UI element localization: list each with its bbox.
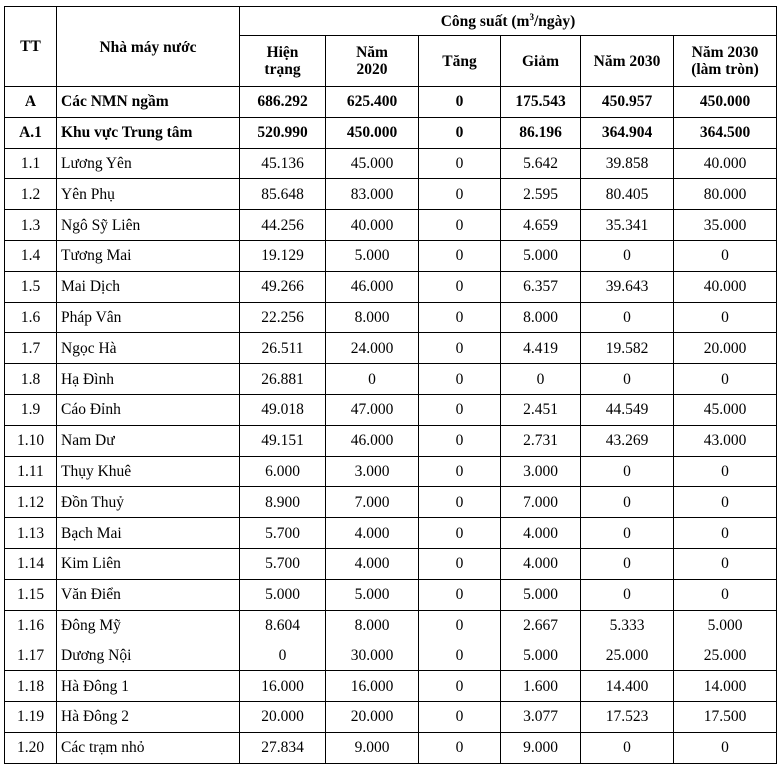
cell-2020: 3.000 [326, 456, 419, 487]
header-increase: Tăng [419, 36, 501, 87]
cell-2030: 39.643 [581, 271, 674, 302]
cell-current: 8.604 [240, 610, 326, 640]
cell-increase: 0 [419, 701, 501, 732]
cell-decrease: 3.077 [501, 701, 581, 732]
cell-increase: 0 [419, 117, 501, 148]
cell-2030-rounded: 0 [674, 518, 777, 549]
cell-increase: 0 [419, 456, 501, 487]
cell-2030-rounded: 43.000 [674, 425, 777, 456]
cell-2030: 0 [581, 579, 674, 610]
cell-2020: 0 [326, 364, 419, 395]
cell-current: 5.700 [240, 548, 326, 579]
table-row [5, 179, 777, 210]
cell-name: Mai Dịch [57, 271, 240, 302]
cell-increase: 0 [419, 425, 501, 456]
table-row [5, 364, 777, 395]
cell-decrease: 6.357 [501, 271, 581, 302]
cell-2030-rounded: 0 [674, 548, 777, 579]
cell-decrease: 5.642 [501, 148, 581, 179]
cell-current: 0 [240, 640, 326, 670]
cell-name: Thụy Khuê [57, 456, 240, 487]
header-decrease: Giảm [501, 36, 581, 87]
cell-name: Tương Mai [57, 240, 240, 271]
cell-tt: 1.15 [5, 579, 57, 610]
table-row [5, 394, 777, 425]
table-row [5, 240, 777, 271]
cell-2020: 8.000 [326, 302, 419, 333]
cell-decrease: 0 [501, 364, 581, 395]
table-row [5, 302, 777, 333]
cell-increase: 0 [419, 394, 501, 425]
table-row [5, 456, 777, 487]
capacity-table [4, 6, 777, 764]
cell-2020: 5.000 [326, 579, 419, 610]
cell-increase: 0 [419, 333, 501, 364]
cell-name: Hà Đông 2 [57, 701, 240, 732]
cell-2030: 0 [581, 456, 674, 487]
cell-decrease: 8.000 [501, 302, 581, 333]
cell-2020: 40.000 [326, 210, 419, 241]
cell-2020: 5.000 [326, 240, 419, 271]
cell-2020: 4.000 [326, 518, 419, 549]
cell-2030-rounded: 0 [674, 732, 777, 763]
table-body [5, 87, 777, 764]
table-row [5, 487, 777, 518]
header-current: Hiện trạng [240, 36, 326, 87]
cell-2030: 25.000 [581, 640, 674, 670]
cell-name: Văn Điển [57, 579, 240, 610]
cell-current: 5.700 [240, 518, 326, 549]
cell-2030-rounded: 450.000 [674, 87, 777, 118]
cell-increase: 0 [419, 87, 501, 118]
cell-decrease: 5.000 [501, 240, 581, 271]
cell-2030: 0 [581, 364, 674, 395]
cell-name: Ngọc Hà [57, 333, 240, 364]
cell-decrease: 9.000 [501, 732, 581, 763]
cell-increase: 0 [419, 671, 501, 702]
header-tt: TT [5, 7, 57, 87]
cell-2030-rounded: 0 [674, 364, 777, 395]
cell-decrease: 4.659 [501, 210, 581, 241]
cell-tt: 1.8 [5, 364, 57, 395]
cell-decrease: 1.600 [501, 671, 581, 702]
table-row [5, 579, 777, 610]
cell-decrease: 5.000 [501, 579, 581, 610]
table-row [5, 548, 777, 579]
table-row [5, 640, 777, 670]
cell-2030: 364.904 [581, 117, 674, 148]
cell-2030: 0 [581, 548, 674, 579]
cell-2030: 43.269 [581, 425, 674, 456]
table-row [5, 518, 777, 549]
cell-increase: 0 [419, 579, 501, 610]
cell-increase: 0 [419, 487, 501, 518]
cell-2030: 14.400 [581, 671, 674, 702]
cell-tt: 1.6 [5, 302, 57, 333]
cell-name: Bạch Mai [57, 518, 240, 549]
cell-tt: 1.18 [5, 671, 57, 702]
table-row [5, 148, 777, 179]
cell-current: 26.511 [240, 333, 326, 364]
table-row [5, 117, 777, 148]
cell-tt: 1.19 [5, 701, 57, 732]
cell-increase: 0 [419, 610, 501, 640]
cell-2030-rounded: 17.500 [674, 701, 777, 732]
cell-increase: 0 [419, 732, 501, 763]
cell-current: 27.834 [240, 732, 326, 763]
cell-2020: 83.000 [326, 179, 419, 210]
cell-2030: 35.341 [581, 210, 674, 241]
table-row [5, 87, 777, 118]
cell-tt: 1.16 [5, 610, 57, 640]
cell-name: Kim Liên [57, 548, 240, 579]
cell-tt: 1.2 [5, 179, 57, 210]
header-capacity: Công suất $(m^3/ngày)$ [240, 7, 777, 36]
cell-increase: 0 [419, 148, 501, 179]
cell-current: 49.151 [240, 425, 326, 456]
cell-2030: 39.858 [581, 148, 674, 179]
cell-current: 8.900 [240, 487, 326, 518]
cell-increase: 0 [419, 179, 501, 210]
cell-current: 44.256 [240, 210, 326, 241]
cell-2020: 450.000 [326, 117, 419, 148]
cell-current: 45.136 [240, 148, 326, 179]
cell-name: Hà Đông 1 [57, 671, 240, 702]
cell-2020: 625.400 [326, 87, 419, 118]
header-2030-rounded: Năm 2030 (làm tròn) [674, 36, 777, 87]
cell-2020: 24.000 [326, 333, 419, 364]
cell-2030: 0 [581, 518, 674, 549]
cell-name: Lương Yên [57, 148, 240, 179]
cell-current: 49.266 [240, 271, 326, 302]
cell-tt: 1.20 [5, 732, 57, 763]
cell-decrease: 2.667 [501, 610, 581, 640]
cell-2030-rounded: 45.000 [674, 394, 777, 425]
cell-name: Các NMN ngầm [57, 87, 240, 118]
cell-tt: A.1 [5, 117, 57, 148]
cell-current: 6.000 [240, 456, 326, 487]
cell-tt: 1.14 [5, 548, 57, 579]
cell-current: 26.881 [240, 364, 326, 395]
cell-2030-rounded: 0 [674, 240, 777, 271]
cell-2020: 46.000 [326, 271, 419, 302]
cell-2030-rounded: 40.000 [674, 271, 777, 302]
cell-current: 19.129 [240, 240, 326, 271]
table-row [5, 425, 777, 456]
cell-decrease: 7.000 [501, 487, 581, 518]
cell-2030-rounded: 364.500 [674, 117, 777, 148]
cell-current: 20.000 [240, 701, 326, 732]
table-row [5, 671, 777, 702]
header-plant: Nhà máy nước [57, 7, 240, 87]
cell-name: Ngô Sỹ Liên [57, 210, 240, 241]
cell-tt: 1.13 [5, 518, 57, 549]
cell-current: 85.648 [240, 179, 326, 210]
cell-2030: 0 [581, 487, 674, 518]
cell-name: Dương Nội [57, 640, 240, 670]
table-row [5, 271, 777, 302]
cell-increase: 0 [419, 518, 501, 549]
cell-2030: 44.549 [581, 394, 674, 425]
table-header [5, 7, 777, 87]
cell-name: Nam Dư [57, 425, 240, 456]
cell-decrease: 86.196 [501, 117, 581, 148]
cell-2030: 17.523 [581, 701, 674, 732]
cell-2020: 16.000 [326, 671, 419, 702]
cell-tt: 1.4 [5, 240, 57, 271]
table-row [5, 333, 777, 364]
cell-2030: 80.405 [581, 179, 674, 210]
cell-2020: 30.000 [326, 640, 419, 670]
cell-2030: 19.582 [581, 333, 674, 364]
cell-2020: 45.000 [326, 148, 419, 179]
cell-current: 49.018 [240, 394, 326, 425]
cell-tt: 1.12 [5, 487, 57, 518]
cell-decrease: 4.000 [501, 548, 581, 579]
cell-increase: 0 [419, 240, 501, 271]
cell-increase: 0 [419, 364, 501, 395]
cell-2030-rounded: 80.000 [674, 179, 777, 210]
cell-decrease: 3.000 [501, 456, 581, 487]
cell-2030-rounded: 20.000 [674, 333, 777, 364]
cell-tt: 1.7 [5, 333, 57, 364]
cell-name: Các trạm nhỏ [57, 732, 240, 763]
cell-tt: 1.5 [5, 271, 57, 302]
cell-name: Cáo Đỉnh [57, 394, 240, 425]
cell-2030-rounded: 25.000 [674, 640, 777, 670]
cell-2020: 46.000 [326, 425, 419, 456]
cell-tt: 1.9 [5, 394, 57, 425]
cell-2030-rounded: 14.000 [674, 671, 777, 702]
cell-tt: 1.1 [5, 148, 57, 179]
cell-2020: 8.000 [326, 610, 419, 640]
cell-name: Hạ Đình [57, 364, 240, 395]
cell-name: Đồn Thuỷ [57, 487, 240, 518]
cell-decrease: 2.595 [501, 179, 581, 210]
cell-2030-rounded: 0 [674, 456, 777, 487]
cell-2030: 450.957 [581, 87, 674, 118]
cell-name: Khu vực Trung tâm [57, 117, 240, 148]
cell-2030-rounded: 0 [674, 487, 777, 518]
cell-tt: 1.3 [5, 210, 57, 241]
cell-2030-rounded: 5.000 [674, 610, 777, 640]
cell-name: Yên Phụ [57, 179, 240, 210]
cell-2030-rounded: 35.000 [674, 210, 777, 241]
cell-tt: A [5, 87, 57, 118]
header-2030: Năm 2030 [581, 36, 674, 87]
table-row [5, 732, 777, 763]
cell-current: 520.990 [240, 117, 326, 148]
cell-current: 22.256 [240, 302, 326, 333]
cell-2030-rounded: 0 [674, 302, 777, 333]
cell-name: Pháp Vân [57, 302, 240, 333]
cell-decrease: 2.731 [501, 425, 581, 456]
cell-current: 686.292 [240, 87, 326, 118]
table-row [5, 701, 777, 732]
cell-2020: 7.000 [326, 487, 419, 518]
cell-increase: 0 [419, 548, 501, 579]
cell-name: Đông Mỹ [57, 610, 240, 640]
cell-2020: 4.000 [326, 548, 419, 579]
cell-increase: 0 [419, 210, 501, 241]
cell-2020: 9.000 [326, 732, 419, 763]
cell-tt: 1.11 [5, 456, 57, 487]
cell-tt: 1.17 [5, 640, 57, 670]
cell-decrease: 2.451 [501, 394, 581, 425]
cell-2030: 0 [581, 240, 674, 271]
cell-current: 16.000 [240, 671, 326, 702]
cell-2030-rounded: 0 [674, 579, 777, 610]
cell-2030: 5.333 [581, 610, 674, 640]
cell-tt: 1.10 [5, 425, 57, 456]
table-row [5, 210, 777, 241]
cell-decrease: 4.419 [501, 333, 581, 364]
cell-2020: 47.000 [326, 394, 419, 425]
cell-2030: 0 [581, 732, 674, 763]
cell-increase: 0 [419, 302, 501, 333]
cell-increase: 0 [419, 640, 501, 670]
cell-2030: 0 [581, 302, 674, 333]
header-2020: Năm 2020 [326, 36, 419, 87]
table-row [5, 610, 777, 640]
cell-current: 5.000 [240, 579, 326, 610]
cell-decrease: 5.000 [501, 640, 581, 670]
cell-decrease: 4.000 [501, 518, 581, 549]
cell-2030-rounded: 40.000 [674, 148, 777, 179]
cell-2020: 20.000 [326, 701, 419, 732]
cell-increase: 0 [419, 271, 501, 302]
cell-decrease: 175.543 [501, 87, 581, 118]
